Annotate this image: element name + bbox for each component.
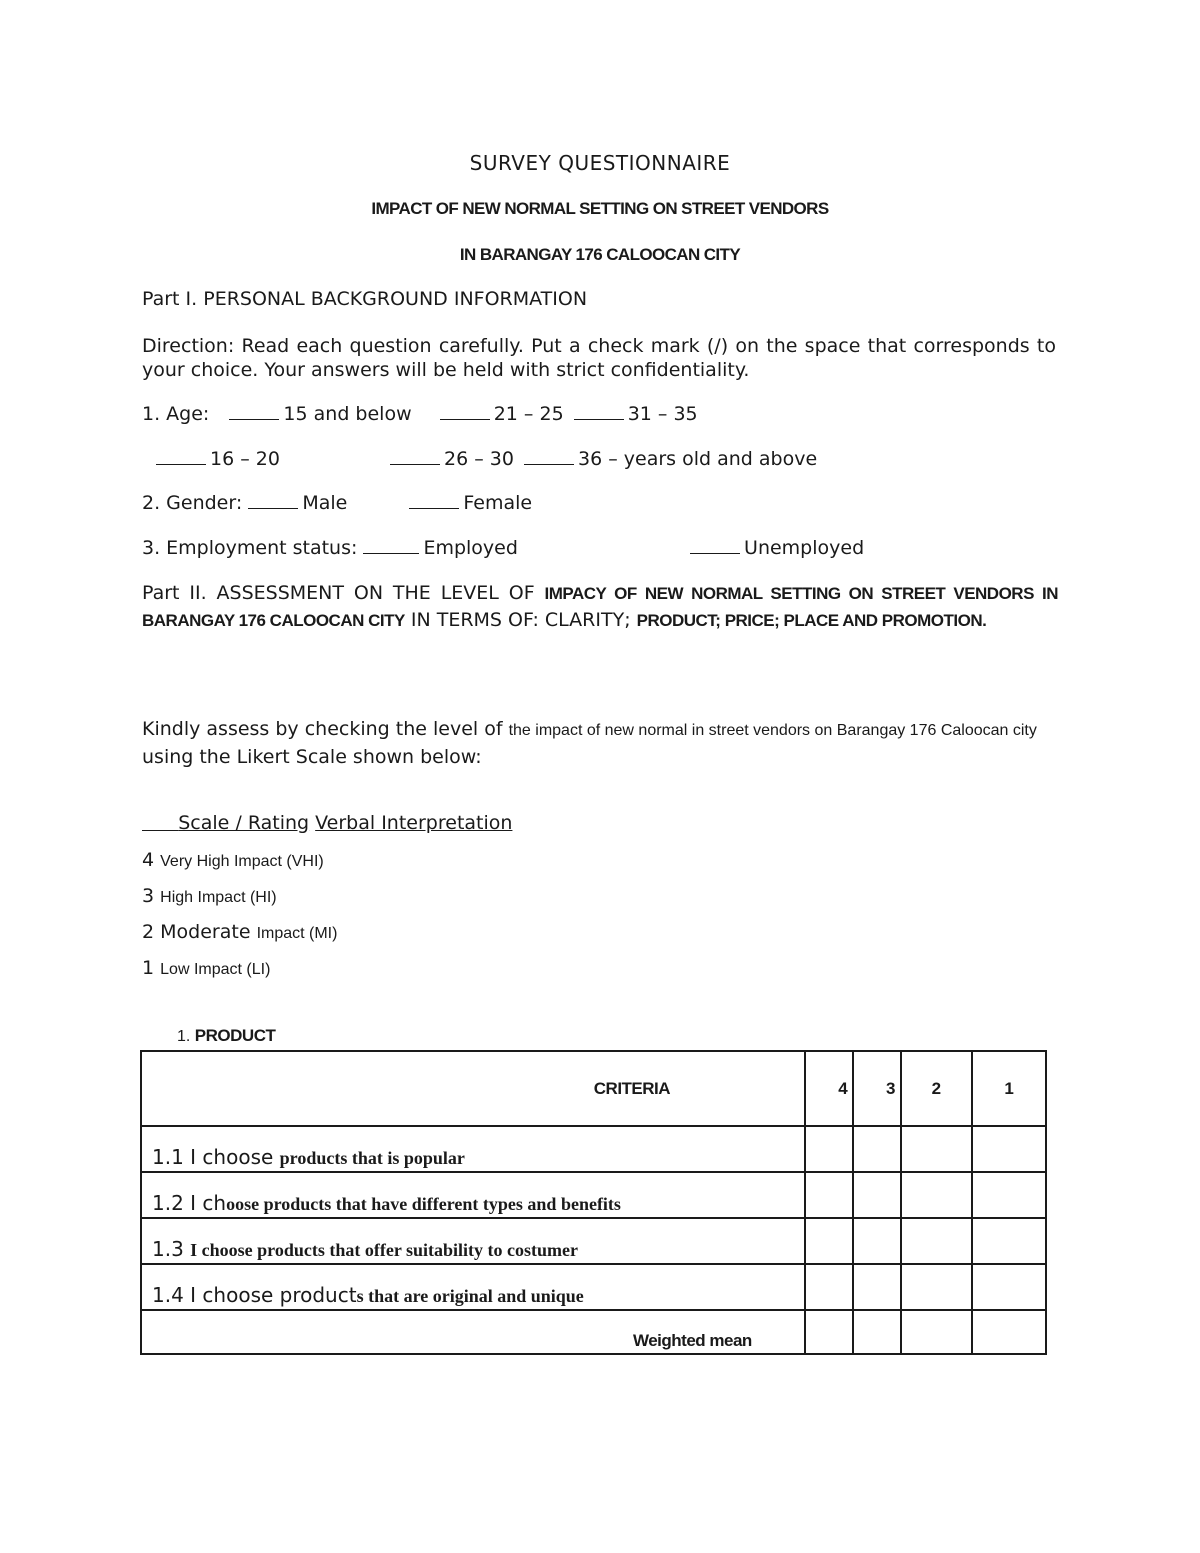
age-blank-2[interactable] <box>440 418 490 420</box>
employment-question <box>142 537 864 559</box>
criteria-header: CRITERIA <box>141 1051 805 1126</box>
employment-option-unemployed: Unemployed <box>744 537 865 559</box>
age-question <box>142 403 698 425</box>
rating-header-4: 4 <box>805 1051 853 1126</box>
rating-header-1: 1 <box>972 1051 1046 1126</box>
part2-heading-b: IMPACY OF NEW NORMAL SETTING ON STREET VENDORS IN BARANGAY 176 CALOOCAN CITY <box>142 584 1058 630</box>
table-row <box>141 1172 1046 1218</box>
part2-heading-c: IN TERMS OF: CLARITY; <box>410 609 631 631</box>
employment-blank-1[interactable] <box>363 552 419 554</box>
document-subtitle-2: IN BARANGAY 176 CALOOCAN CITY <box>459 245 741 264</box>
part2-heading-d: PRODUCT; PRICE; PLACE AND PROMOTION. <box>636 611 987 630</box>
rating-cell-3[interactable] <box>853 1264 901 1310</box>
age-option-1: 15 and below <box>283 403 412 425</box>
age-label: 1. Age: <box>142 403 210 425</box>
table-row <box>141 1264 1046 1310</box>
scale-header-interpretation: Verbal Interpretation <box>315 812 513 834</box>
kindly-text-a: Kindly assess by checking the level of <box>142 718 503 740</box>
part1-heading: Part I. PERSONAL BACKGROUND INFORMATION <box>142 288 588 310</box>
rating-cell-2[interactable] <box>901 1172 973 1218</box>
table-row <box>141 1126 1046 1172</box>
age-blank-1[interactable] <box>229 418 279 420</box>
rating-cell-2[interactable] <box>901 1218 973 1264</box>
criteria-table <box>140 1050 1047 1355</box>
table-header-row <box>141 1051 1046 1126</box>
criteria-cell: 1.3 I choose products that offer suitability to costumer <box>141 1218 805 1264</box>
rating-cell-1[interactable] <box>972 1172 1046 1218</box>
age-question-row-2 <box>156 448 817 470</box>
rating-cell-3[interactable] <box>853 1218 901 1264</box>
criteria-cell: 1.4 I choose products that are original and unique <box>141 1264 805 1310</box>
criteria-cell: 1.2 I choose products that have different types and benefits <box>141 1172 805 1218</box>
kindly-instruction <box>142 716 1058 771</box>
rating-cell-4[interactable] <box>805 1126 853 1172</box>
kindly-text-b: the impact of new normal in street vendors on Barangay 176 Caloocan city <box>508 722 1037 739</box>
document-title: SURVEY QUESTIONNAIRE <box>469 151 731 175</box>
scale-header <box>142 812 512 834</box>
gender-blank-1[interactable] <box>248 507 298 509</box>
age-blank-6[interactable] <box>524 463 574 465</box>
rating-cell-1[interactable] <box>972 1126 1046 1172</box>
age-option-4: 16 – 20 <box>210 448 280 470</box>
kindly-text-c: using the Likert Scale shown below: <box>142 746 482 768</box>
weighted-mean-cell-1[interactable] <box>972 1310 1046 1354</box>
age-blank-5[interactable] <box>390 463 440 465</box>
rating-cell-4[interactable] <box>805 1264 853 1310</box>
age-option-5: 26 – 30 <box>444 448 514 470</box>
gender-option-female: Female <box>463 492 533 514</box>
gender-question <box>142 492 532 514</box>
gender-blank-2[interactable] <box>409 507 459 509</box>
rating-cell-3[interactable] <box>853 1126 901 1172</box>
scale-row: 4 Very High Impact (VHI) <box>142 849 324 871</box>
weighted-mean-cell-2[interactable] <box>901 1310 973 1354</box>
scale-row: 3 High Impact (HI) <box>142 885 277 907</box>
criteria-cell: 1.1 I choose products that is popular <box>141 1126 805 1172</box>
rating-cell-4[interactable] <box>805 1172 853 1218</box>
rating-cell-2[interactable] <box>901 1126 973 1172</box>
employment-blank-2[interactable] <box>690 552 740 554</box>
employment-option-employed: Employed <box>423 537 518 559</box>
scale-header-rating: Scale / Rating <box>178 812 310 834</box>
section-name: PRODUCT <box>194 1026 276 1045</box>
weighted-mean-row <box>141 1310 1046 1354</box>
scale-row: 1 Low Impact (LI) <box>142 957 271 979</box>
rating-cell-4[interactable] <box>805 1218 853 1264</box>
scale-row: 2 Moderate Impact (MI) <box>142 921 338 943</box>
part2-heading <box>142 580 1058 634</box>
gender-label: 2. Gender: <box>142 492 243 514</box>
rating-cell-1[interactable] <box>972 1218 1046 1264</box>
age-blank-3[interactable] <box>574 418 624 420</box>
age-option-6: 36 – years old and above <box>578 448 818 470</box>
age-option-2: 21 – 25 <box>493 403 564 425</box>
rating-header-3: 3 <box>853 1051 901 1126</box>
table-row <box>141 1218 1046 1264</box>
age-option-3: 31 – 35 <box>627 403 698 425</box>
document-subtitle-1: IMPACT OF NEW NORMAL SETTING ON STREET VENDORS <box>371 199 829 218</box>
part1-direction: Direction: Read each question carefully. Put a check mark (/) on the space that corresponds to your choice. Your answers will be held with strict confidentiality. <box>142 335 1056 381</box>
section-number: 1. <box>177 1028 191 1045</box>
weighted-mean-label: Weighted mean <box>141 1310 805 1354</box>
part2-heading-a: Part II. ASSESSMENT ON THE LEVEL OF <box>142 582 535 604</box>
age-blank-4[interactable] <box>156 463 206 465</box>
rating-cell-1[interactable] <box>972 1264 1046 1310</box>
rating-cell-2[interactable] <box>901 1264 973 1310</box>
rating-header-2: 2 <box>901 1051 973 1126</box>
weighted-mean-cell-4[interactable] <box>805 1310 853 1354</box>
gender-option-male: Male <box>302 492 348 514</box>
weighted-mean-cell-3[interactable] <box>853 1310 901 1354</box>
employment-label: 3. Employment status: <box>142 537 358 559</box>
rating-cell-3[interactable] <box>853 1172 901 1218</box>
section-title <box>177 1026 275 1046</box>
